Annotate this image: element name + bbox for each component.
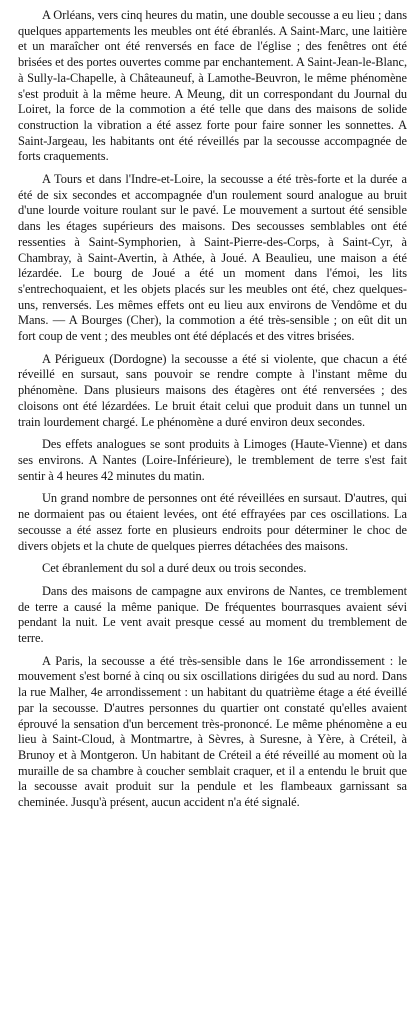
paragraph-orleans: A Orléans, vers cinq heures du matin, une double secousse a eu lieu ; dans quelques appartements les meubles ont été ébranlés. A Saint-Marc, une laitière et un maraîcher ont été renversés en face de l'église ; des fenêtres ont été brisées et des portes ouvertes comme par enchantement. A Saint-Jean-le-Blanc, à Sully-la-Chapelle, à Châteauneuf, à Lamothe-Beuvron, le même phénomène s'est produit à la même heure. A Meung, dit un correspondant du Journal du Loiret, la force de la commotion a été telle que dans des maisons de solide construction la vibration a été assez forte pour faire sonner les sonnettes. A Saint-Jargeau, les habitants ont été réveillés par la secousse accompagnée de forts craquements. <box>18 8 407 164</box>
paragraph-duree: Cet ébranlement du sol a duré deux ou trois secondes. <box>42 561 307 576</box>
paragraph-limoges-nantes: Des effets analogues se sont produits à Limoges (Haute-Vienne) et dans ses environs. A Nantes (Loire-Inférieure), le tremblement de terre s'est fait sentir à 4 heures 42 minutes du matin. <box>18 437 407 483</box>
paragraph-paris: A Paris, la secousse a été très-sensible dans le 16e arrondissement : le mouvement s'est borné à cinq ou six oscillations dirigées du sud au nord. Dans la rue Malher, 4e arrondissement : un habitant du quatrième étage a été éveillé par la secousse. D'autres personnes du quartier ont constaté qu'elles avaient éprouvé la sensation d'un bercement très-prononcé. Le même phénomène a eu lieu à Saint-Cloud, à Montmartre, à Sèvres, à Suresne, à Yère, à Créteil, à Brunoy et à Montgeron. Un habitant de Créteil a été réveillé au moment où la muraille de sa chambre à coucher semblait craquer, et il a entendu le bruit que la secousse avait produit sur la pendule et les flambeaux garnissant sa cheminée. Jusqu'à présent, aucun accident n'a été signalé. <box>18 653 407 810</box>
paragraph-perigueux: A Périgueux (Dordogne) la secousse a été si violente, que chacun a été réveillé en sursaut, sans pouvoir se rendre compte à l'instant même du phénomène. Dans plusieurs maisons des étagères ont été renversées ; des cloisons ont été lézardées. Le bruit était celui que produit dans un tunnel un train lourdement chargé. Le phénomène a duré environ deux secondes. <box>18 351 407 429</box>
paragraph-reveillees: Un grand nombre de personnes ont été réveillées en sursaut. D'autres, qui ne dormaient pas ou étaient levées, ont été effrayées par ces oscillations. La secousse a été assez forte en plusieurs endroits pour déterminer le choc de divers objets et la chute de quelques pierres détachées des maisons. <box>18 491 407 553</box>
paragraph-campagne-nantes: Dans des maisons de campagne aux environs de Nantes, ce tremblement de terre a causé la même panique. De fréquentes bourrasques avaient sévi pendant la nuit. Le vent avait presque cessé au moment du tremblement de terre. <box>18 583 407 646</box>
paragraph-tours: A Tours et dans l'Indre-et-Loire, la secousse a été très-forte et la durée a été de six secondes et accompagnée d'un roulement sourd analogue au bruit d'une lourde voiture roulant sur le pavé. Le mouvement a surtout été sensible dans les étages supérieurs des maisons. Des secousses semblables ont été ressenties à Saint-Symphorien, à Saint-Pierre-des-Corps, à Saint-Cyr, à Chambray, à Saint-Avertin, à Athée, à Joué. A Beaulieu, une maison a été lézardée. Le bourg de Joué a été un moment dans l'émoi, les lits s'entrechoquaient, et les objets placés sur les meubles ont été, chez quelques-uns, renversés. Les mêmes effets ont eu lieu aux environs de Vendôme et du Mans. — A Bourges (Cher), la commotion a été très-sensible ; on eût dit un fort coup de vent ; des meubles ont été déplacés et des vitres brisées. <box>18 172 407 344</box>
